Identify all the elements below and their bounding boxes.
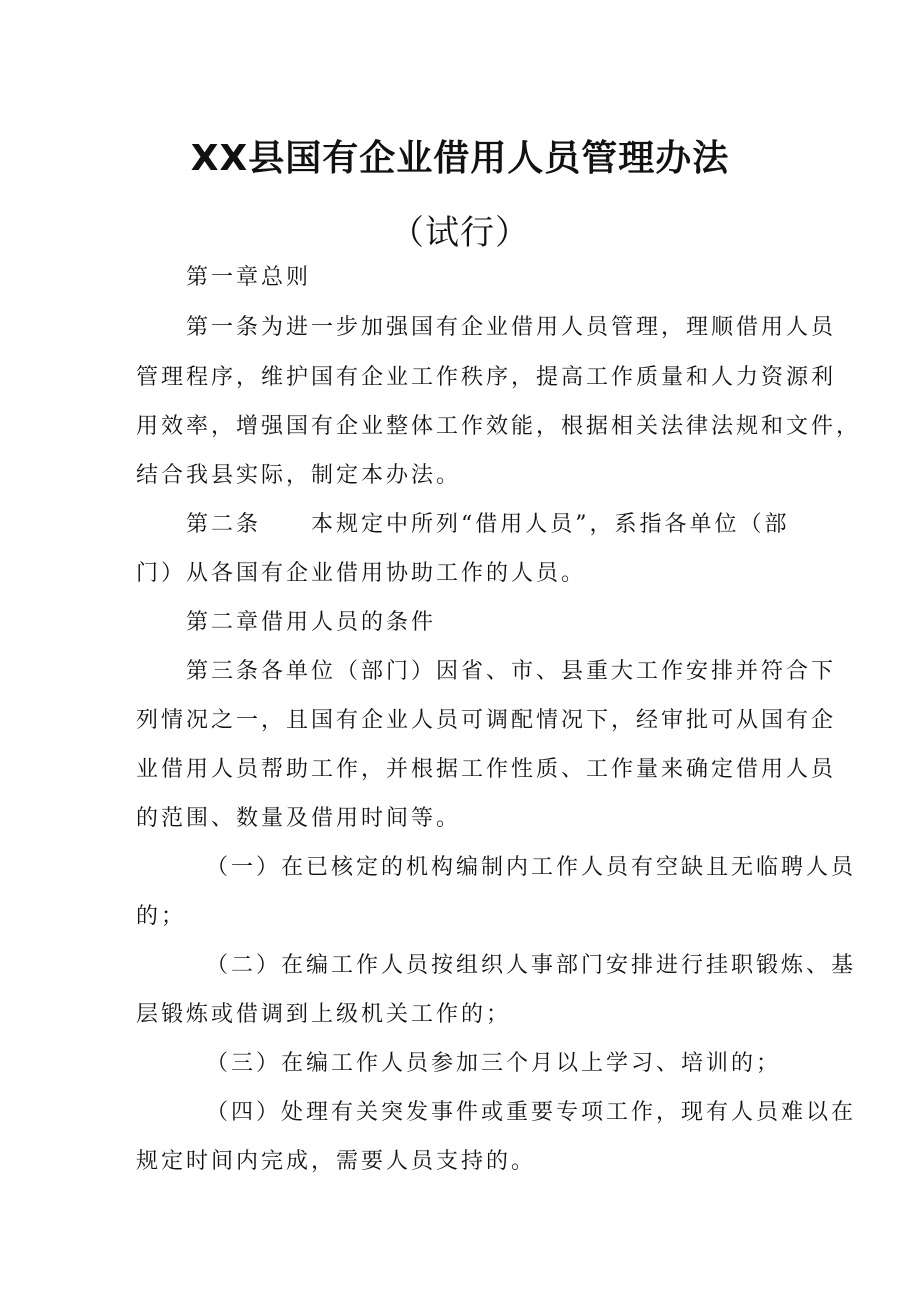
list-item-line: 规定时间内完成，需要人员支持的。 [136, 1149, 537, 1174]
paragraph-line: 业借用人员帮助工作，并根据工作性质、工作量来确定借用人员 [136, 757, 837, 782]
paragraph-line: 管理程序，维护国有企业工作秩序，提高工作质量和人力资源利 [136, 365, 837, 390]
list-item-line: （三）在编工作人员参加三个月以上学习、培训的； [206, 1051, 782, 1076]
list-item-line: （一）在已核定的机构编制内工作人员有空缺且无临聘人员 [206, 855, 857, 880]
list-item-line: 层锻炼或借调到上级机关工作的； [136, 1002, 512, 1027]
list-item-line: （四）处理有关突发事件或重要专项工作，现有人员难以在 [206, 1100, 857, 1125]
list-item-line: 的； [136, 904, 187, 929]
document-subtitle: （试行） [390, 213, 530, 253]
paragraph-line: 的范围、数量及借用时间等。 [136, 806, 462, 831]
document-title: XX县国有企业借用人员管理办法 [190, 138, 730, 179]
paragraph-line: 第三条各单位（部门）因省、市、县重大工作安排并符合下 [186, 659, 837, 684]
list-item-line: （二）在编工作人员按组织人事部门安排进行挂职锻炼、基 [206, 953, 857, 978]
paragraph-line: 列情况之一，且国有企业人员可调配情况下，经审批可从国有企 [136, 708, 837, 733]
paragraph-line: 结合我县实际，制定本办法。 [136, 463, 462, 488]
chapter-heading: 第一章总则 [186, 265, 312, 290]
paragraph-line: 第一条为进一步加强国有企业借用人员管理，理顺借用人员 [186, 315, 837, 340]
paragraph-line: 第二条 本规定中所列“借用人员”，系指各单位（部 [186, 512, 790, 537]
chapter-heading: 第二章借用人员的条件 [186, 610, 437, 635]
paragraph-line: 门）从各国有企业借用协助工作的人员。 [136, 561, 587, 586]
paragraph-line: 用效率，增强国有企业整体工作效能，根据相关法律法规和文件， [136, 414, 862, 439]
